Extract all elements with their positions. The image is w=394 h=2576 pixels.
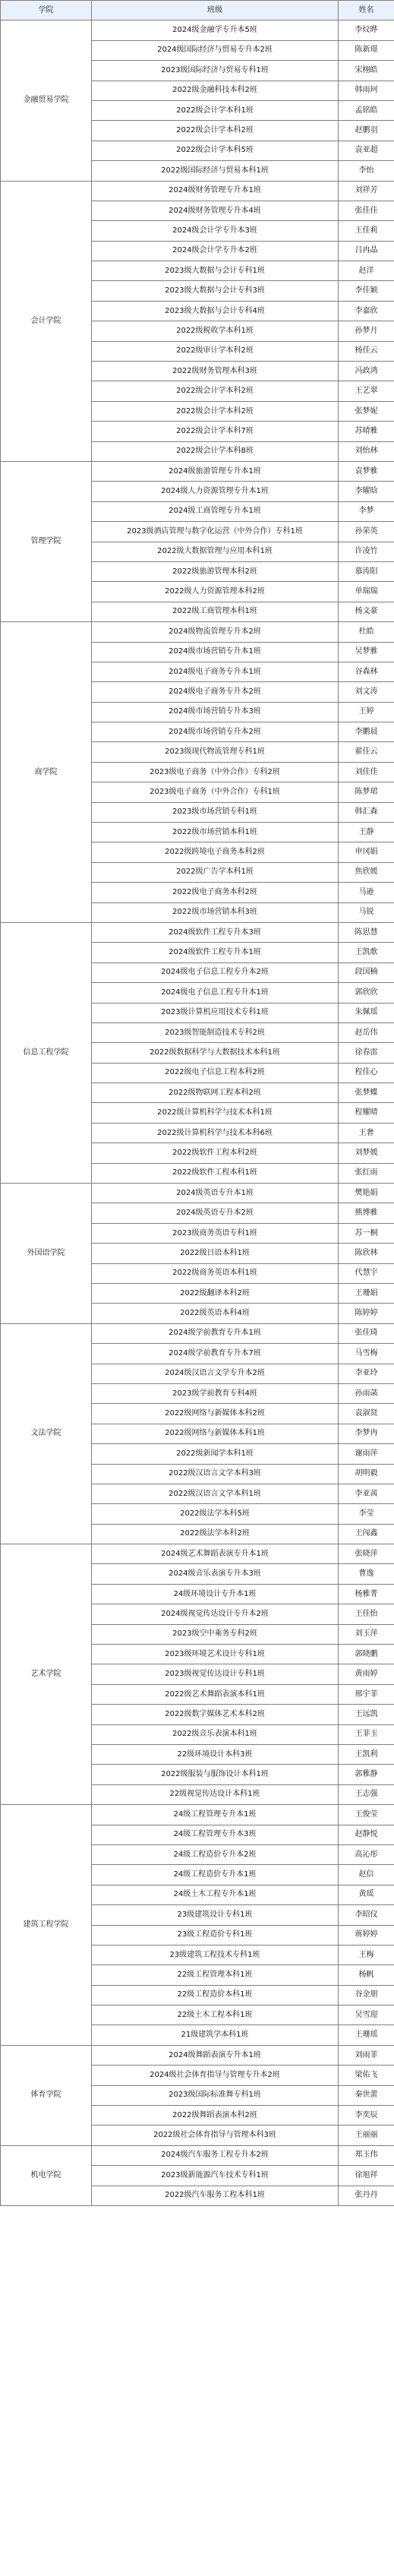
class-cell: 2024级视觉传达设计专升本2班	[92, 1604, 339, 1624]
table-row	[1, 21, 394, 40]
student-name-cell: 刘文涛	[339, 682, 394, 702]
class-cell: 2022级新闻学本科1班	[92, 1444, 339, 1464]
student-name-cell: 王凯歌	[339, 943, 394, 962]
class-cell: 2022级会计学本科7班	[92, 422, 339, 441]
class-cell: 23级建筑工程技术专科1班	[92, 1945, 339, 1964]
student-name-cell: 孟铭皓	[339, 100, 394, 120]
college-cell: 文法学院	[1, 1323, 92, 1544]
class-cell: 2024级金融学专升本5班	[92, 21, 339, 40]
class-cell: 2022级人力资源管理本科2班	[92, 582, 339, 602]
class-cell: 2024级工商管理专升本1班	[92, 501, 339, 521]
header-class: 班级	[92, 1, 339, 21]
class-cell: 2022级旅游管理本科2班	[92, 561, 339, 581]
class-cell: 2024级电子商务专升本2班	[92, 682, 339, 702]
student-name-cell: 袁亚超	[339, 141, 394, 160]
class-cell: 2023级空中乘务专科2班	[92, 1624, 339, 1644]
college-cell: 建筑工程学院	[1, 1805, 92, 2046]
student-name-cell: 孙雨菡	[339, 1383, 394, 1403]
student-name-cell: 王婷	[339, 702, 394, 722]
student-name-cell: 孙荣英	[339, 522, 394, 542]
student-name-cell: 郭雅静	[339, 1765, 394, 1784]
student-name-cell: 刘雨菲	[339, 2045, 394, 2065]
college-cell: 商学院	[1, 622, 92, 923]
student-name-cell: 李亚玲	[339, 1364, 394, 1383]
class-cell: 2022级市场营销本科3班	[92, 902, 339, 922]
class-cell: 2022级汉语言文学本科3班	[92, 1464, 339, 1484]
student-name-cell: 吴梦雅	[339, 642, 394, 662]
class-cell: 2023级学前教育专科4班	[92, 1383, 339, 1403]
table-row	[1, 922, 394, 942]
class-cell: 2023级国际标准舞专科1班	[92, 2085, 339, 2105]
table-row	[1, 1544, 394, 1564]
class-cell: 2022级工商管理本科1班	[92, 602, 339, 621]
student-name-cell: 王奢	[339, 1123, 394, 1143]
student-name-cell: 郑玉伟	[339, 2145, 394, 2165]
student-name-cell: 赵岳伟	[339, 1022, 394, 1042]
student-name-cell: 王远凯	[339, 1705, 394, 1724]
class-cell: 22级工程管理本科1班	[92, 1965, 339, 1985]
college-cell: 艺术学院	[1, 1544, 92, 1805]
class-cell: 2023级大数据与会计专科3班	[92, 281, 339, 301]
student-name-cell: 王菲玉	[339, 1724, 394, 1744]
class-cell: 2024级艺术舞蹈表演专升本1班	[92, 1544, 339, 1564]
student-name-cell: 程耀晴	[339, 1103, 394, 1123]
class-cell: 2022级会计学本科2班	[92, 401, 339, 421]
table-row	[1, 622, 394, 642]
class-cell: 2023级新能源汽车技术专科1班	[92, 2166, 339, 2186]
roster-body	[1, 21, 394, 2206]
class-cell: 2024级英语专升本1班	[92, 1184, 339, 1203]
student-name-cell: 马逊	[339, 883, 394, 902]
class-cell: 2022级软件工程本科1班	[92, 1163, 339, 1183]
class-cell: 22级视觉传达设计本科1班	[92, 1784, 339, 1804]
student-name-cell: 韩雨珂	[339, 81, 394, 100]
class-cell: 2022级国际经济与贸易本科1班	[92, 161, 339, 181]
student-name-cell: 张梦蝶	[339, 1083, 394, 1103]
student-name-cell: 王俊莹	[339, 1805, 394, 1825]
class-cell: 2022级会计学本科8班	[92, 441, 339, 461]
class-cell: 23级工程造价专科1班	[92, 1925, 339, 1945]
student-name-cell: 黄瑶	[339, 1885, 394, 1904]
class-cell: 2024级软件工程专升本1班	[92, 943, 339, 962]
class-cell: 2024级旅游管理专升本1班	[92, 461, 339, 481]
student-name-cell: 刘怡林	[339, 441, 394, 461]
class-cell: 2024级汽车服务工程专升本2班	[92, 2145, 339, 2165]
class-cell: 2022级艺术舞蹈表演本科1班	[92, 1684, 339, 1704]
student-name-cell: 朱佩瑶	[339, 1003, 394, 1022]
student-name-cell: 陈新璟	[339, 40, 394, 60]
student-name-cell: 李曜晗	[339, 482, 394, 501]
class-cell: 2022级数据科学与大数据技术本科1班	[92, 1043, 339, 1063]
student-name-cell: 李梦冉	[339, 1424, 394, 1443]
class-cell: 2024级电子信息工程专升本2班	[92, 962, 339, 982]
student-name-cell: 杜皓	[339, 622, 394, 642]
student-name-cell: 翟佳云	[339, 742, 394, 762]
class-cell: 2023级大数据与会计专科4班	[92, 301, 339, 321]
class-cell: 2022级法学本科5班	[92, 1504, 339, 1524]
student-name-cell: 邢宇菲	[339, 1684, 394, 1704]
student-name-cell: 张佳琦	[339, 1323, 394, 1343]
class-cell: 2022级税收学本科1班	[92, 321, 339, 341]
student-name-cell: 陈思慧	[339, 922, 394, 942]
class-cell: 2024级市场营销专升本3班	[92, 702, 339, 722]
student-name-cell: 郭晓鹏	[339, 1645, 394, 1664]
student-name-cell: 张晓萍	[339, 1544, 394, 1564]
class-cell: 2023级智能制造技术专科2班	[92, 1022, 339, 1042]
student-name-cell: 秦世蕾	[339, 2085, 394, 2105]
student-name-cell: 熊博雅	[339, 1203, 394, 1223]
class-cell: 24级工程造价专升本2班	[92, 1844, 339, 1864]
student-name-cell: 黄雨婷	[339, 1664, 394, 1684]
student-name-cell: 李梦	[339, 501, 394, 521]
class-cell: 2023级视觉传达设计专科1班	[92, 1664, 339, 1684]
student-name-cell: 王静	[339, 823, 394, 842]
student-name-cell: 张丹丹	[339, 2186, 394, 2205]
class-cell: 23级建筑设计专科1班	[92, 1905, 339, 1925]
class-cell: 2022级计算机科学与技术本科6班	[92, 1123, 339, 1143]
class-cell: 24级环境设计专升本1班	[92, 1584, 339, 1604]
student-name-cell: 杨雅菁	[339, 1584, 394, 1604]
class-cell: 2022级跨境电子商务本科2班	[92, 842, 339, 862]
student-name-cell: 程佳心	[339, 1063, 394, 1083]
student-name-cell: 吴雪迎	[339, 2005, 394, 2025]
student-name-cell: 胡明毅	[339, 1464, 394, 1484]
student-name-cell: 代慧宇	[339, 1263, 394, 1283]
college-cell: 体育学院	[1, 2045, 92, 2145]
class-cell: 2024级财务管理专升本4班	[92, 201, 339, 220]
student-name-cell: 刘玉萍	[339, 1624, 394, 1644]
student-name-cell: 赵洋	[339, 261, 394, 281]
student-name-cell: 王志强	[339, 1784, 394, 1804]
student-name-cell: 王艺翠	[339, 381, 394, 401]
class-cell: 2023级环境艺术设计专科1班	[92, 1645, 339, 1664]
student-name-cell: 申冈娟	[339, 842, 394, 862]
class-cell: 2022级翻译本科2班	[92, 1284, 339, 1304]
student-name-cell: 张梦妮	[339, 401, 394, 421]
college-cell: 金融贸易学院	[1, 21, 92, 181]
class-cell: 2022级汽车服务工程本科1班	[92, 2186, 339, 2205]
student-name-cell: 陈欣林	[339, 1244, 394, 1263]
class-cell: 2022级电子商务本科2班	[92, 883, 339, 902]
student-name-cell: 李奕辰	[339, 2106, 394, 2126]
class-cell: 2024级财务管理专升本1班	[92, 181, 339, 201]
class-cell: 2023级电子商务（中外合作）专科1班	[92, 782, 339, 802]
class-cell: 2022级汉语言文学本科1班	[92, 1484, 339, 1503]
student-name-cell: 段国楠	[339, 962, 394, 982]
class-cell: 24级工程造价专升本1班	[92, 1865, 339, 1885]
class-cell: 2024级学前教育专升本7班	[92, 1344, 339, 1364]
class-cell: 2022级商务英语本科1班	[92, 1263, 339, 1283]
class-cell: 2024级市场营销专升本1班	[92, 642, 339, 662]
table-row	[1, 1323, 394, 1343]
class-cell: 2022级软件工程本科2班	[92, 1143, 339, 1163]
student-name-cell: 徐春雷	[339, 1043, 394, 1063]
student-name-cell: 赵鹏羽	[339, 121, 394, 141]
class-cell: 2024级电子商务专升本1班	[92, 662, 339, 681]
class-cell: 2022级审计学本科2班	[92, 341, 339, 361]
class-cell: 2022级网络与新媒体本科1班	[92, 1424, 339, 1443]
student-name-cell: 焦欣媛	[339, 862, 394, 882]
college-cell: 外国语学院	[1, 1184, 92, 1324]
student-name-cell: 徐旭祥	[339, 2166, 394, 2186]
class-cell: 2022级大数据管理与应用本科1班	[92, 542, 339, 561]
class-cell: 2022级舞蹈表演本科2班	[92, 2106, 339, 2126]
class-cell: 2022级社会体育指导与管理本科3班	[92, 2126, 339, 2145]
class-cell: 2024级汉语言文学专升本2班	[92, 1364, 339, 1383]
student-name-cell: 李炆晔	[339, 21, 394, 40]
class-cell: 2022级市场营销本科1班	[92, 823, 339, 842]
student-name-cell: 苏一桐	[339, 1223, 394, 1243]
student-name-cell: 谷森林	[339, 662, 394, 681]
student-name-cell: 韩汇森	[339, 802, 394, 822]
student-name-cell: 苏晴雅	[339, 422, 394, 441]
student-name-cell: 陈婷婷	[339, 1304, 394, 1323]
student-name-cell: 张佳佳	[339, 201, 394, 220]
student-name-cell: 赵静悦	[339, 1825, 394, 1844]
class-cell: 2024级会计学专升本2班	[92, 241, 339, 261]
class-cell: 2022级英语本科4班	[92, 1304, 339, 1323]
student-name-cell: 赵信	[339, 1865, 394, 1885]
class-cell: 2022级会计学本科2班	[92, 121, 339, 141]
class-cell: 2023级大数据与会计专科1班	[92, 261, 339, 281]
student-name-cell: 李嘉欣	[339, 301, 394, 321]
class-cell: 21级建筑学本科1班	[92, 2025, 339, 2045]
student-name-cell: 李怡	[339, 161, 394, 181]
student-name-cell: 谢雨萍	[339, 1444, 394, 1464]
class-cell: 2024级舞蹈表演专升本1班	[92, 2045, 339, 2065]
table-row	[1, 1805, 394, 1825]
student-name-cell: 王珊瑶	[339, 2025, 394, 2045]
class-cell: 2022级会计学本科1班	[92, 100, 339, 120]
class-cell: 2022级网络与新媒体本科2班	[92, 1404, 339, 1424]
class-cell: 2023级现代物流管理专科1班	[92, 742, 339, 762]
class-cell: 2024级社会体育指导与管理专升本2班	[92, 2066, 339, 2085]
student-name-cell: 刘梦媛	[339, 1143, 394, 1163]
class-cell: 2024级软件工程专升本3班	[92, 922, 339, 942]
student-name-cell: 马雪梅	[339, 1344, 394, 1364]
student-name-cell: 杨帆	[339, 1965, 394, 1985]
header-college: 学院	[1, 1, 92, 21]
student-name-cell: 杨文豪	[339, 602, 394, 621]
student-name-cell: 蒋婷婷	[339, 1925, 394, 1945]
class-cell: 2024级人力资源管理专升本1班	[92, 482, 339, 501]
class-cell: 2024级电子信息工程专升本1班	[92, 983, 339, 1003]
class-cell: 2023级国际经济与贸易专科1班	[92, 61, 339, 81]
student-name-cell: 王佳莉	[339, 221, 394, 241]
college-cell: 会计学院	[1, 181, 92, 461]
student-name-cell: 李佳颖	[339, 281, 394, 301]
header-name: 姓名	[339, 1, 394, 21]
student-name-cell: 王丽丽	[339, 2126, 394, 2145]
class-cell: 2024级学前教育专升本1班	[92, 1323, 339, 1343]
class-cell: 2023级电子商务（中外合作）专科2班	[92, 762, 339, 782]
student-name-cell: 慕涛阳	[339, 561, 394, 581]
student-name-cell: 樊艳娟	[339, 1184, 394, 1203]
student-name-cell: 袁梦雅	[339, 461, 394, 481]
class-cell: 2022级日语本科1班	[92, 1244, 339, 1263]
student-name-cell: 高沁彤	[339, 1844, 394, 1864]
class-cell: 2022级法学本科2班	[92, 1524, 339, 1544]
class-cell: 2022级服装与服饰设计本科1班	[92, 1765, 339, 1784]
class-cell: 2022级物联网工程本科2班	[92, 1083, 339, 1103]
college-cell: 管理学院	[1, 461, 92, 621]
class-cell: 2022级计算机科学与技术本科1班	[92, 1103, 339, 1123]
class-cell: 2022级会计学本科2班	[92, 381, 339, 401]
student-name-cell: 王梅	[339, 1945, 394, 1964]
class-cell: 2023级市场营销专科1班	[92, 802, 339, 822]
student-name-cell: 李莹	[339, 1504, 394, 1524]
student-name-cell: 李鹏晨	[339, 722, 394, 742]
class-cell: 2022级数字媒体艺术本科2班	[92, 1705, 339, 1724]
student-name-cell: 吕冉晶	[339, 241, 394, 261]
student-name-cell: 单瑞瑞	[339, 582, 394, 602]
class-cell: 24级土木工程专升本1班	[92, 1885, 339, 1904]
class-cell: 2022级财务管理本科3班	[92, 362, 339, 381]
class-cell: 24级工程管理专升本3班	[92, 1825, 339, 1844]
student-name-cell: 许凌竹	[339, 542, 394, 561]
student-name-cell: 王珊娟	[339, 1284, 394, 1304]
class-cell: 2024级英语专升本2班	[92, 1203, 339, 1223]
student-name-cell: 梁佑飞	[339, 2066, 394, 2085]
class-cell: 22级工程造价本科1班	[92, 1985, 339, 2005]
student-name-cell: 冯政鸿	[339, 362, 394, 381]
class-cell: 2024级音乐表演专升本3班	[92, 1564, 339, 1584]
student-name-cell: 陈梦珺	[339, 782, 394, 802]
class-cell: 2022级会计学本科5班	[92, 141, 339, 160]
student-name-cell: 宋栩皓	[339, 61, 394, 81]
class-cell: 2022级音乐表演本科1班	[92, 1724, 339, 1744]
college-cell: 机电学院	[1, 2145, 92, 2205]
class-cell: 2024级物流管理专升本2班	[92, 622, 339, 642]
student-name-cell: 杨佳云	[339, 341, 394, 361]
class-cell: 2024级会计学专升本3班	[92, 221, 339, 241]
table-row	[1, 2145, 394, 2165]
class-cell: 2022级电子信息工程本科2班	[92, 1063, 339, 1083]
table-row	[1, 461, 394, 481]
class-cell: 22级土木工程本科1班	[92, 2005, 339, 2025]
table-row	[1, 2045, 394, 2065]
student-name-cell: 王佳怡	[339, 1604, 394, 1624]
class-cell: 2024级市场营销专升本2班	[92, 722, 339, 742]
student-name-cell: 张红雨	[339, 1163, 394, 1183]
student-name-cell: 刘佳佳	[339, 762, 394, 782]
student-name-cell: 李昭仪	[339, 1905, 394, 1925]
student-name-cell: 郭欣欣	[339, 983, 394, 1003]
student-name-cell: 孙梦月	[339, 321, 394, 341]
class-cell: 2024级国际经济与贸易专升本2班	[92, 40, 339, 60]
student-name-cell: 曹逸	[339, 1564, 394, 1584]
student-name-cell: 王闯鑫	[339, 1524, 394, 1544]
student-name-cell: 王凯利	[339, 1744, 394, 1764]
student-name-cell: 李亚茜	[339, 1484, 394, 1503]
class-cell: 2023级计算机应用技术专科1班	[92, 1003, 339, 1022]
class-cell: 22级环境设计本科3班	[92, 1744, 339, 1764]
student-name-cell: 谷金朋	[339, 1985, 394, 2005]
header-row	[1, 1, 394, 21]
student-name-cell: 袁淑贤	[339, 1404, 394, 1424]
class-cell: 2022级广告学本科1班	[92, 862, 339, 882]
class-cell: 24级工程管理专升本1班	[92, 1805, 339, 1825]
class-cell: 2023级商务英语专科1班	[92, 1223, 339, 1243]
college-cell: 信息工程学院	[1, 922, 92, 1183]
class-cell: 2022级金融科技本科2班	[92, 81, 339, 100]
table-row	[1, 181, 394, 201]
class-cell: 2023级酒店管理与数字化运营（中外合作）专科1班	[92, 522, 339, 542]
table-row	[1, 1184, 394, 1203]
student-name-cell: 刘祥芳	[339, 181, 394, 201]
student-name-cell: 马锐	[339, 902, 394, 922]
